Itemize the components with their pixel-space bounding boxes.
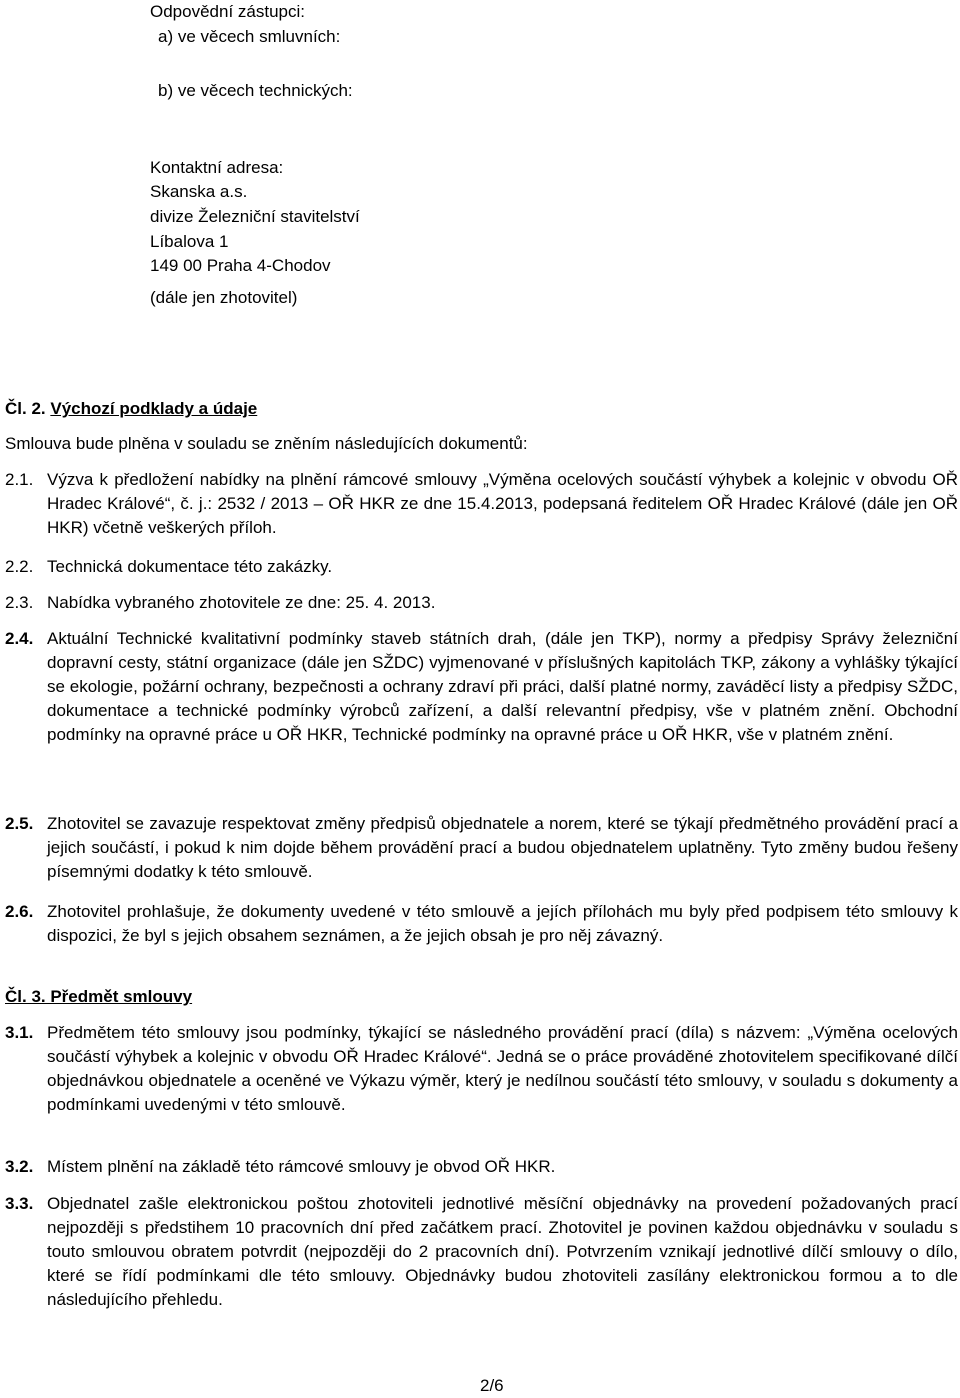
article2-heading-prefix: Čl. 2. xyxy=(5,399,51,418)
clause-number: 3.3. xyxy=(5,1194,34,1213)
clause-number: 2.4. xyxy=(5,629,34,648)
contact-street: Líbalova 1 xyxy=(150,232,229,251)
clause-2-2 xyxy=(5,555,958,579)
clause-text: Objednatel zašle elektronickou poštou zhotoviteli jednotlivé měsíční objednávky na provedení požadovaných prací nejpozději s předstihem 10 pracovních dní před začátkem prací. Zhotovitel je povinen každou objednávku v souladu s touto smlouvou obratem potvrdit (nejpozději do 2 pracovních dní). Potvrzením vznikají jednotlivé dílčí smlouvy o dílo, které se řídí podmínkami dle této smlouvy. Objednávky budou zhotoviteli zasílány elektronickou formou a to dle následujícího přehledu. xyxy=(47,1194,958,1309)
contact-city: 149 00 Praha 4-Chodov xyxy=(150,256,331,275)
clause-number: 2.5. xyxy=(5,814,34,833)
contact-note: (dále jen zhotovitel) xyxy=(150,288,298,307)
responsible-label: Odpovědní zástupci: xyxy=(150,2,305,21)
contact-company: Skanska a.s. xyxy=(150,182,248,201)
article2-heading-title: Výchozí podklady a údaje xyxy=(50,399,258,418)
clause-number: 2.6. xyxy=(5,902,34,921)
responsible-item-a: a) ve věcech smluvních: xyxy=(158,27,341,46)
clause-text: Technická dokumentace této zakázky. xyxy=(47,557,333,576)
contact-label: Kontaktní adresa: xyxy=(150,158,284,177)
article3-heading: Čl. 3. Předmět smlouvy xyxy=(5,987,193,1006)
clause-number: 3.2. xyxy=(5,1157,34,1176)
page-number: 2/6 xyxy=(480,1376,504,1395)
clause-number: 2.3. xyxy=(5,593,34,612)
clause-number: 2.2. xyxy=(5,557,34,576)
clause-text: Zhotovitel se zavazuje respektovat změny předpisů objednatele a norem, které se týkají předmětného provádění prací a jejich součástí, i pokud k nim dojde během provádění prací a budou objednatelem uplatněny. Tyto změny budou řešeny písemnými dodatky k této smlouvě. xyxy=(47,814,958,881)
clause-3-3 xyxy=(5,1192,958,1312)
clause-text: Aktuální Technické kvalitativní podmínky staveb státních drah, (dále jen TKP), normy a předpisy Správy železniční dopravní cesty, státní organizace (dále jen SŽDC) vyjmenované v příslušných kapitolách TKP, zákony a vyhlášky týkající se ekologie, požární ochrany, bezpečnosti a ochrany zdraví při práci, další platné normy, zaváděcí listy a předpisy SŽDC, dokumentace a technické podmínky výrobců zařízení, a další relevantní předpisy, vše v platném znění. Obchodní podmínky na opravné práce u OŘ HKR, Technické podmínky na opravné práce u OŘ HKR, vše v platném znění. xyxy=(47,629,958,744)
clause-2-5 xyxy=(5,812,958,884)
article2-intro: Smlouva bude plněna v souladu se zněním následujících dokumentů: xyxy=(5,434,528,453)
clause-2-4 xyxy=(5,627,958,747)
clause-text: Místem plnění na základě této rámcové smlouvy je obvod OŘ HKR. xyxy=(47,1157,556,1176)
contact-division: divize Železniční stavitelství xyxy=(150,207,360,226)
article2-heading xyxy=(5,397,257,421)
clause-2-3 xyxy=(5,591,958,615)
clause-number: 3.1. xyxy=(5,1023,34,1042)
clause-text: Nabídka vybraného zhotovitele ze dne: 25. 4. 2013. xyxy=(47,593,436,612)
clause-3-1 xyxy=(5,1021,958,1117)
clause-3-2 xyxy=(5,1155,958,1179)
clause-2-6 xyxy=(5,900,958,948)
clause-text: Zhotovitel prohlašuje, že dokumenty uvedené v této smlouvě a jejích přílohách mu byly před podpisem této smlouvy k dispozici, že byl s jejich obsahem seznámen, a že jejich obsah je pro něj závazný. xyxy=(47,902,958,945)
clause-text: Předmětem této smlouvy jsou podmínky, týkající se následného provádění prací (díla) s názvem: „Výměna ocelových součástí výhybek a kolejnic v obvodu OŘ Hradec Králové“. Jedná se o práce prováděné zhotovitelem specifikované dílčí objednávkou objednatele a oceněné ve Výkazu výměr, který je nedílnou součástí této smlouvy, v souladu s dokumenty a podmínkami uvedenými v této smlouvě. xyxy=(47,1023,958,1114)
clause-text: Výzva k předložení nabídky na plnění rámcové smlouvy „Výměna ocelových součástí výhybek a kolejnic v obvodu OŘ Hradec Králové“, č. j.: 2532 / 2013 – OŘ HKR ze dne 15.4.2013, podepsaná ředitelem OŘ Hradec Králové (dále jen OŘ HKR) včetně veškerých příloh. xyxy=(47,470,958,537)
responsible-item-b: b) ve věcech technických: xyxy=(158,81,353,100)
clause-number: 2.1. xyxy=(5,470,34,489)
clause-2-1 xyxy=(5,468,958,540)
